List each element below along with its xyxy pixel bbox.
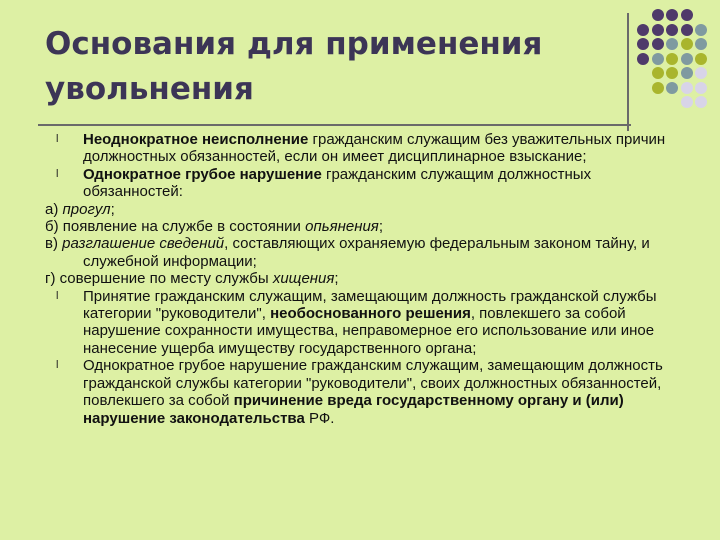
decorative-dot bbox=[695, 82, 707, 94]
bullet-icon: l bbox=[56, 359, 59, 372]
sub-item-prefix: г) совершение по месту службы bbox=[45, 270, 273, 288]
sub-item-prefix: б) появление на службе в состоянии bbox=[45, 218, 306, 236]
decorative-dot bbox=[637, 53, 649, 65]
list-item-repeated-failure bbox=[45, 131, 670, 166]
bold-phrase: Однократное грубое нарушение bbox=[83, 165, 322, 183]
list-item-text: РФ. bbox=[304, 409, 335, 427]
list-item-managers-violation bbox=[45, 357, 670, 427]
sub-item-suffix: ; bbox=[378, 218, 383, 236]
slide-body bbox=[45, 131, 670, 427]
decorative-dot bbox=[695, 53, 707, 65]
decorative-dot bbox=[681, 24, 693, 36]
decorative-dot bbox=[681, 9, 693, 21]
bullet-icon: l bbox=[56, 133, 59, 145]
slide-title bbox=[45, 22, 605, 112]
decorative-dot bbox=[666, 53, 678, 65]
italic-phrase: прогул bbox=[62, 200, 111, 218]
decorative-dot bbox=[695, 67, 707, 79]
decorative-dot bbox=[695, 24, 707, 36]
sub-item-v bbox=[45, 235, 670, 270]
decorative-dot bbox=[681, 53, 693, 65]
decorative-dot bbox=[681, 38, 693, 50]
decorative-dot bbox=[652, 53, 664, 65]
sub-item-suffix: , составляющих охраняемую федеральным законом тайну, и служебной информации; bbox=[83, 235, 650, 270]
list-item-text: гражданским служащим должностных обязанностей: bbox=[83, 165, 592, 201]
horizontal-divider bbox=[38, 124, 631, 126]
decorative-dot bbox=[652, 82, 664, 94]
decorative-dot bbox=[666, 67, 678, 79]
sub-item-prefix: а) bbox=[45, 200, 63, 218]
list-item-unfounded-decision bbox=[45, 288, 670, 358]
decorative-dot bbox=[637, 38, 649, 50]
decorative-dot bbox=[652, 67, 664, 79]
bullet-icon: l bbox=[56, 289, 59, 302]
decorative-dot bbox=[652, 24, 664, 36]
sub-item-g bbox=[45, 270, 670, 287]
list-item-text: , повлекшего за собой нарушение сохранности имущества, неправомерное его использование или иное нанесение ущерба имуществу государственного органа; bbox=[83, 305, 655, 357]
decorative-dot bbox=[681, 67, 693, 79]
list-item-text: Принятие гражданским служащим, замещающим должность гражданской службы категории "руководители", bbox=[83, 287, 657, 323]
italic-phrase: разглашение сведений bbox=[62, 235, 225, 253]
decorative-dot bbox=[681, 82, 693, 94]
sub-item-prefix: в) bbox=[45, 235, 63, 253]
title-line-1: Основания для применения bbox=[45, 26, 543, 62]
italic-phrase: опьянения bbox=[305, 218, 379, 236]
list-item-gross-violation bbox=[45, 166, 670, 201]
list-item-text: Однократное грубое нарушение гражданским служащим, замещающим должность гражданской службы категории "руководители", своих должностных обязанностей, повлекшего за собой bbox=[83, 357, 663, 410]
bullet-icon: l bbox=[56, 167, 59, 180]
decorative-dot bbox=[652, 9, 664, 21]
decorative-dot bbox=[695, 96, 707, 108]
bold-phrase: Неоднократное неисполнение bbox=[83, 131, 309, 148]
decorative-dot bbox=[666, 38, 678, 50]
bold-phrase: необоснованного решения bbox=[270, 305, 471, 323]
decorative-dot bbox=[695, 38, 707, 50]
decorative-dot bbox=[666, 82, 678, 94]
italic-phrase: хищения bbox=[272, 270, 335, 288]
decorative-dot bbox=[681, 96, 693, 108]
decorative-dot bbox=[666, 24, 678, 36]
decorative-dot bbox=[652, 38, 664, 50]
title-line-2: увольнения bbox=[45, 71, 254, 107]
sub-item-suffix: ; bbox=[110, 200, 115, 218]
decorative-dot bbox=[637, 24, 649, 36]
vertical-divider bbox=[627, 13, 629, 131]
list-item-text: гражданским служащим без уважительных причин должностных обязанностей, если он имеет дисциплинарное взыскание; bbox=[83, 131, 666, 166]
bold-phrase: причинение вреда государственному органу и (или) нарушение законодательства bbox=[83, 392, 624, 427]
sub-item-a bbox=[45, 201, 670, 218]
decorative-dot bbox=[666, 9, 678, 21]
sub-item-suffix: ; bbox=[334, 270, 339, 288]
sub-item-b bbox=[45, 218, 670, 235]
